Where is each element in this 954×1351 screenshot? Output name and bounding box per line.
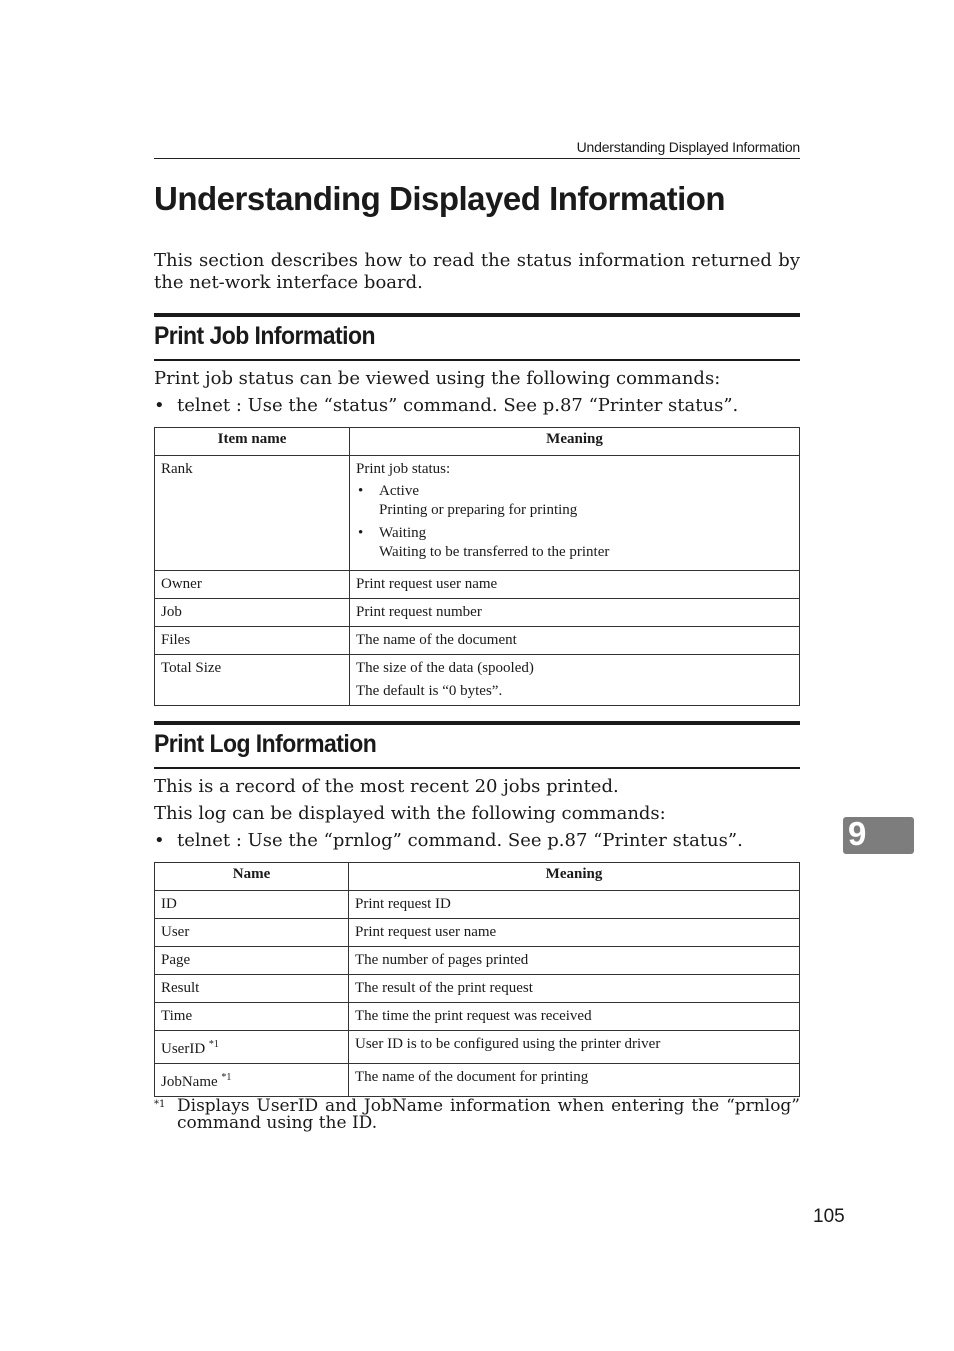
meaning-line: The default is “0 bytes”.: [356, 683, 503, 699]
section-line: This log can be displayed with the following commands:: [154, 803, 666, 824]
section-line: This is a record of the most recent 20 jobs printed.: [154, 776, 619, 797]
section-underline: [154, 359, 800, 361]
meaning-cell: The time the print request was received: [349, 1003, 800, 1031]
section-heading-print-job: Print Job Information: [154, 322, 375, 350]
list-item: [356, 482, 793, 520]
footnote-mark: *1: [154, 1099, 166, 1110]
meaning-line: The size of the data (spooled): [356, 660, 534, 676]
meaning-cell: The name of the document for printing: [349, 1064, 800, 1097]
meaning-cell: [350, 456, 800, 571]
table-row: [155, 627, 800, 655]
section-heading-print-log: Print Log Information: [154, 730, 377, 758]
bullet-marker: •: [154, 830, 165, 851]
table-row: [155, 947, 800, 975]
meaning-cell: The number of pages printed: [349, 947, 800, 975]
table-row: [155, 1064, 800, 1097]
item-name-cell: Total Size: [155, 655, 350, 706]
table-row: [155, 655, 800, 706]
running-header: Understanding Displayed Information: [576, 139, 800, 155]
item-name-cell: Job: [155, 599, 350, 627]
footnote-ref: *1: [221, 1072, 232, 1083]
footnote-text: Displays UserID and JobName information when entering the “prnlog” command using the ID.: [177, 1096, 800, 1133]
status-description: Printing or preparing for printing: [379, 502, 578, 518]
status-label: • Active: [379, 483, 419, 499]
bullet-item: [154, 395, 738, 416]
table-row: [155, 456, 800, 571]
item-name-cell: [155, 1064, 349, 1097]
meaning-cell: User ID is to be configured using the printer driver: [349, 1031, 800, 1064]
item-name-cell: Page: [155, 947, 349, 975]
bullet-item: [154, 830, 743, 851]
bullet-marker: •: [154, 395, 165, 416]
section-lead: Print job status can be viewed using the following commands:: [154, 368, 721, 389]
chapter-number: 9: [848, 815, 867, 852]
cell-lead: Print job status:: [356, 461, 451, 477]
meaning-cell: Print request user name: [349, 919, 800, 947]
column-header: Item name: [155, 428, 350, 456]
meaning-cell: Print request number: [350, 599, 800, 627]
item-name: UserID: [161, 1041, 206, 1057]
page-number: 105: [813, 1206, 845, 1227]
section-divider: [154, 313, 800, 317]
column-header: Meaning: [350, 428, 800, 456]
page-title: Understanding Displayed Information: [154, 180, 726, 217]
item-name-cell: Rank: [155, 456, 350, 571]
table-row: [155, 1003, 800, 1031]
column-header: Meaning: [349, 863, 800, 891]
bullet-text: telnet : Use the “prnlog” command. See p.87 “Printer status”.: [177, 830, 743, 851]
print-job-table: [154, 427, 800, 706]
item-name-cell: [155, 1031, 349, 1064]
table-row: [155, 891, 800, 919]
item-name: JobName: [161, 1074, 218, 1090]
status-list: [356, 482, 793, 562]
meaning-cell: The result of the print request: [349, 975, 800, 1003]
section-divider: [154, 721, 800, 725]
table-row: [155, 599, 800, 627]
meaning-cell: The name of the document: [350, 627, 800, 655]
item-name-cell: Owner: [155, 571, 350, 599]
chapter-tab: [843, 817, 914, 854]
section-underline: [154, 767, 800, 769]
meaning-cell: Print request user name: [350, 571, 800, 599]
table-row: [155, 1031, 800, 1064]
status-label: • Waiting: [379, 525, 427, 541]
table-row: [155, 571, 800, 599]
print-log-table: [154, 862, 800, 1097]
table-row: [155, 975, 800, 1003]
item-name-cell: Files: [155, 627, 350, 655]
list-item: [356, 524, 793, 562]
item-name-cell: ID: [155, 891, 349, 919]
item-name-cell: User: [155, 919, 349, 947]
column-header: Name: [155, 863, 349, 891]
status-description: Waiting to be transferred to the printer: [379, 544, 610, 560]
bullet-text: telnet : Use the “status” command. See p.87 “Printer status”.: [177, 395, 739, 416]
intro-paragraph: This section describes how to read the status information returned by the net-work interface board.: [154, 250, 800, 293]
item-name-cell: Result: [155, 975, 349, 1003]
meaning-cell: Print request ID: [349, 891, 800, 919]
footnote-ref: *1: [208, 1039, 219, 1050]
item-name-cell: Time: [155, 1003, 349, 1031]
footnote: [154, 1098, 800, 1132]
meaning-cell: [350, 655, 800, 706]
header-divider: [154, 158, 800, 159]
table-row: [155, 919, 800, 947]
